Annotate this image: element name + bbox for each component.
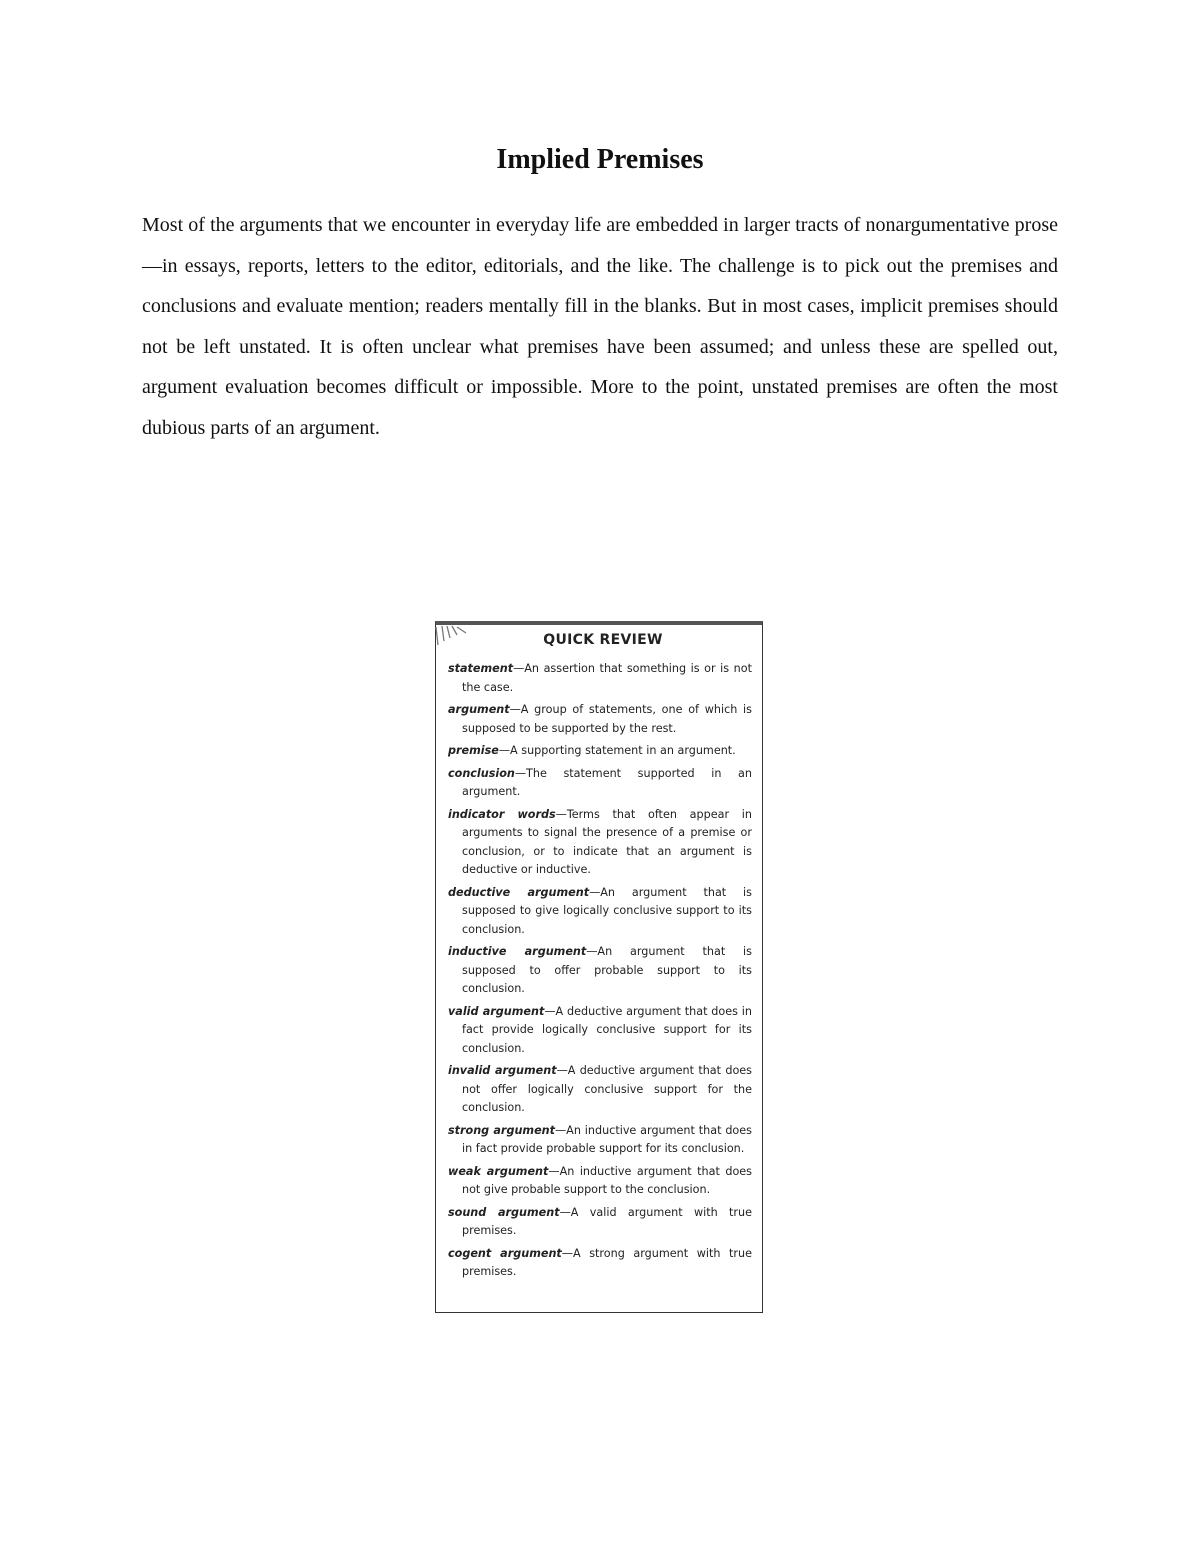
glossary-definition: —An inductive argument that does in fact provide probable support for its conclusion. <box>462 1123 752 1155</box>
quick-review-heading: QUICK REVIEW <box>543 632 663 648</box>
glossary-definition: —An argument that is supposed to offer probable support to its conclusion. <box>462 945 752 995</box>
glossary-term: invalid argument <box>448 1064 557 1077</box>
glossary-definition: —A strong argument with true premises. <box>462 1246 753 1278</box>
glossary-term: deductive argument <box>448 885 590 899</box>
glossary-term: argument <box>448 703 510 716</box>
glossary-term: cogent argument <box>448 1246 562 1260</box>
body-paragraph: Most of the arguments that we encounter in everyday life are embedded in larger tracts of nonargumentative prose—in essays, reports, letters to the editor, editorials, and the like. The challenge is to pick out the premises and conclusions and evaluate mention; readers mentally fill in the blanks. But in most cases, implicit premises should not be left unstated. It is often unclear what premises have been assumed; and unless these are spelled out, argument evaluation becomes difficult or impossible. More to the point, unstated premises are often the most dubious parts of an argument. <box>142 214 1058 439</box>
glossary-term: weak argument <box>448 1164 549 1178</box>
glossary-item-valid-argument <box>448 1003 752 1059</box>
page-title: Implied Premises <box>496 144 704 175</box>
glossary-term: valid argument <box>448 1004 545 1018</box>
glossary-item-inductive-argument <box>448 943 752 999</box>
glossary-definition: —An assertion that something is or is not the case. <box>462 662 752 694</box>
glossary-term: inductive argument <box>448 945 587 958</box>
decorative-corner-icon <box>430 623 470 649</box>
glossary-item-statement <box>448 660 752 697</box>
glossary-definition: —The statement supported in an argument. <box>462 766 752 798</box>
glossary-list <box>436 660 762 1282</box>
glossary-definition: —A deductive argument that does in fact provide logically conclusive support for its conclusion. <box>462 1004 753 1055</box>
glossary-item-cogent-argument <box>448 1245 752 1282</box>
glossary-term: strong argument <box>448 1123 555 1137</box>
glossary-term: premise <box>448 744 499 757</box>
glossary-term: indicator words <box>448 807 556 821</box>
quick-review-box <box>435 621 763 1313</box>
glossary-item-invalid-argument <box>448 1062 752 1118</box>
glossary-term: statement <box>448 662 514 675</box>
glossary-definition: —A group of statements, one of which is supposed to be supported by the rest. <box>462 703 752 735</box>
glossary-term: sound argument <box>448 1205 560 1219</box>
glossary-definition: —Terms that often appear in arguments to signal the presence of a premise or conclusion, or to indicate that an argument is deductive or inductive. <box>462 807 752 876</box>
glossary-definition: —A supporting statement in an argument. <box>498 744 736 757</box>
glossary-item-indicator-words <box>448 806 752 880</box>
glossary-item-strong-argument <box>448 1122 752 1159</box>
glossary-definition: —An argument that is supposed to give logically conclusive support to its conclusion. <box>462 885 752 936</box>
glossary-term: conclusion <box>448 766 515 780</box>
glossary-item-conclusion <box>448 765 752 802</box>
glossary-definition: —An inductive argument that does not give probable support to the conclusion. <box>462 1164 753 1196</box>
glossary-item-argument <box>448 701 752 738</box>
glossary-item-sound-argument <box>448 1204 752 1241</box>
glossary-item-deductive-argument <box>448 884 752 940</box>
glossary-item-weak-argument <box>448 1163 752 1200</box>
glossary-definition: —A valid argument with true premises. <box>462 1205 753 1237</box>
glossary-definition: —A deductive argument that does not offer logically conclusive support for the conclusion. <box>462 1064 753 1114</box>
glossary-item-premise <box>448 742 752 761</box>
